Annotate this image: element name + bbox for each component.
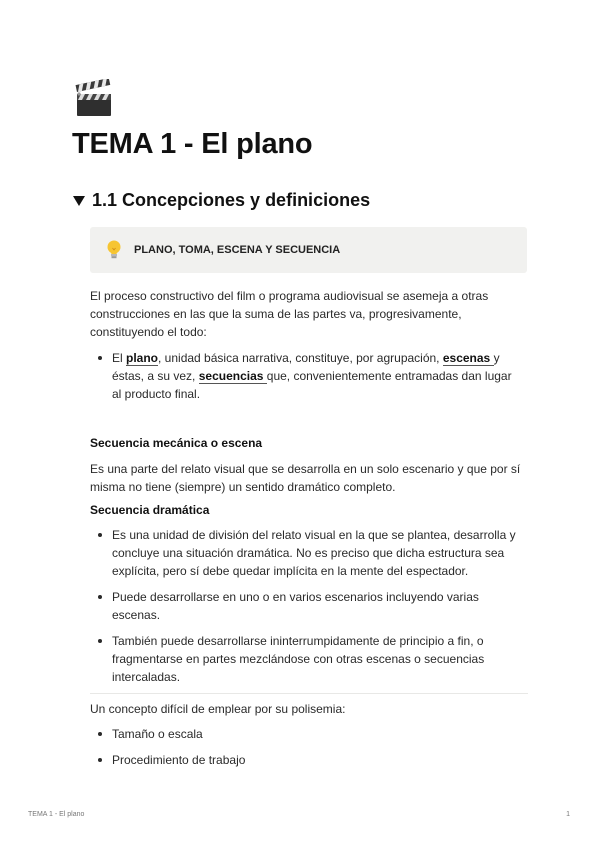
dramatica-list xyxy=(90,526,530,686)
page-title: TEMA 1 - El plano xyxy=(72,128,313,160)
divider xyxy=(90,693,528,694)
list-item: Tamaño o escala xyxy=(90,725,530,743)
list-item: Procedimiento de trabajo xyxy=(90,751,530,769)
list-item: Es una unidad de división del relato visual en la que se plantea, desarrolla y concluye una situación dramática. No es preciso que dicha estructura sea explícita, pero sí debe quedar implícita en la mente del espectador. xyxy=(90,526,530,580)
section-toggle[interactable] xyxy=(72,190,370,211)
escenas-term: escenas xyxy=(442,351,494,365)
list-item: También puede desarrollarse ininterrumpidamente de principio a fin, o fragmentarse en partes mezclándose con otras escenas o secuencias intercaladas. xyxy=(90,632,530,686)
lightbulb-icon xyxy=(104,239,124,261)
bullet-icon xyxy=(98,356,102,360)
footer-title: TEMA 1 - El plano xyxy=(28,811,85,818)
triangle-down-icon[interactable] xyxy=(72,194,86,208)
callout xyxy=(90,227,527,273)
plano-term: plano xyxy=(126,351,159,365)
bullet-icon xyxy=(98,639,102,643)
definition-list xyxy=(90,349,530,403)
section-heading: 1.1 Concepciones y definiciones xyxy=(92,190,371,210)
mecanica-paragraph: Es una parte del relato visual que se desarrolla en un solo escenario y que por sí misma no tiene (siempre) un sentido dramático completo. xyxy=(90,462,521,494)
bullet-icon xyxy=(98,732,102,736)
dramatica-heading: Secuencia dramática xyxy=(90,503,210,517)
bullet-icon xyxy=(98,758,102,762)
polisemia-list xyxy=(90,725,530,769)
clapperboard-icon xyxy=(74,79,114,119)
list-item: Puede desarrollarse en uno o en varios escenarios incluyendo varias escenas. xyxy=(90,588,530,624)
list-item: El plano, unidad básica narrativa, constituye, por agrupación, escenas y éstas, a su vez, secuencias que, convenientemente entramadas dan lugar al producto final. xyxy=(90,349,530,403)
bullet-icon xyxy=(98,533,102,537)
polisemia-intro: Un concepto difícil de emplear por su polisemia: xyxy=(90,702,346,716)
callout-text: PLANO, TOMA, ESCENA Y SECUENCIA xyxy=(134,244,341,256)
page-number: 1 xyxy=(566,811,570,818)
intro-paragraph: El proceso constructivo del film o programa audiovisual se asemeja a otras construcciones en las que la suma de las partes va, progresivamente, constituyendo el todo: xyxy=(90,289,489,339)
mecanica-heading: Secuencia mecánica o escena xyxy=(90,436,263,450)
bullet-icon xyxy=(98,595,102,599)
secuencias-term: secuencias xyxy=(198,369,267,383)
